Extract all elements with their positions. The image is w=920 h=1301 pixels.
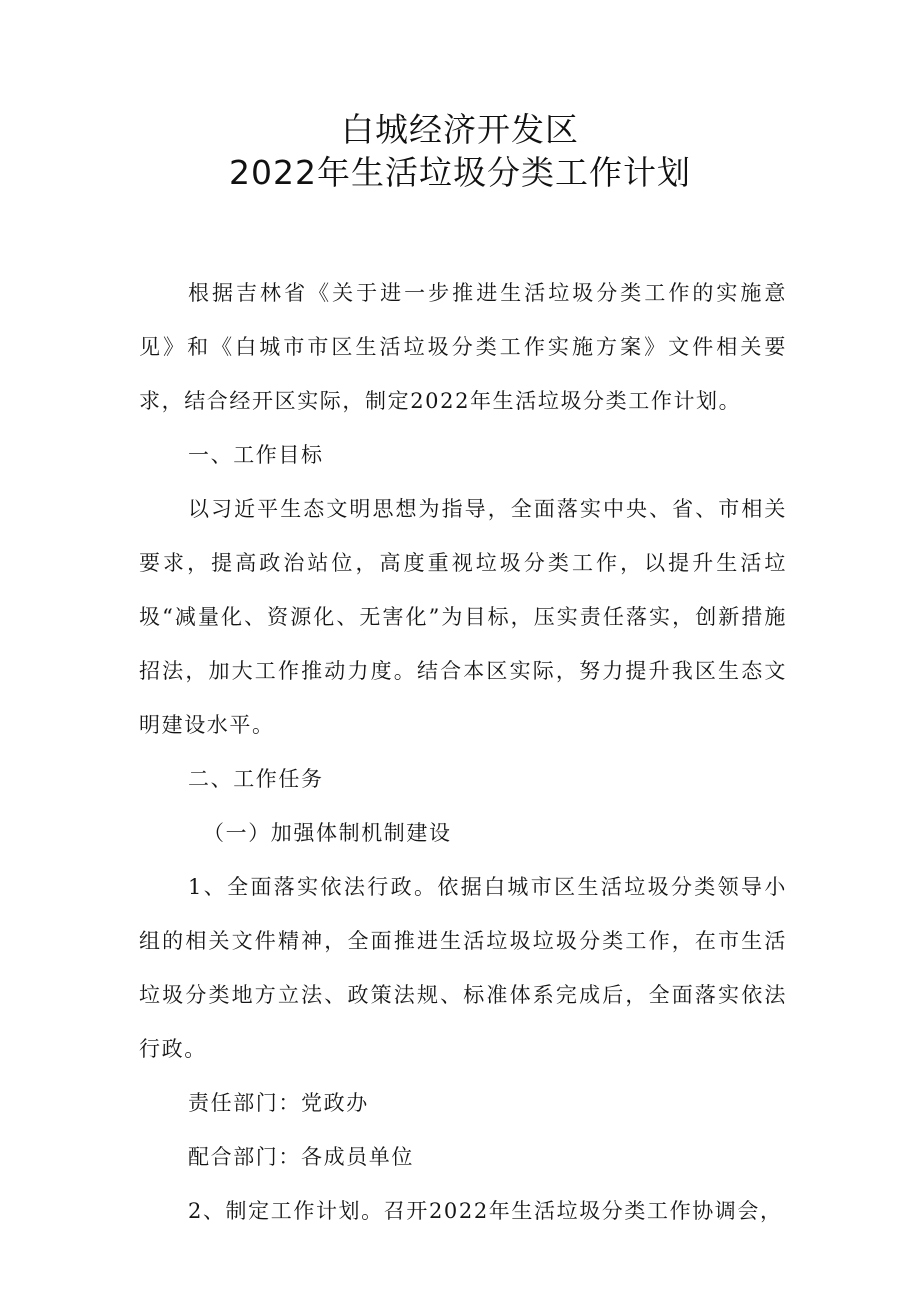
item-1-paragraph: 1、全面落实依法行政。依据白城市区生活垃圾分类领导小组的相关文件精神，全面推进生活垃圾垃圾分类工作，在市生活垃圾分类地方立法、政策法规、标准体系完成后，全面落实依法行政。 <box>139 875 787 1061</box>
item-1-responsible-department: 责任部门：党政办 <box>188 1091 369 1115</box>
section-1-heading: 一、工作目标 <box>188 443 324 467</box>
document-title-line-1: 白城经济开发区 <box>341 110 579 149</box>
item-2-paragraph: 2、制定工作计划。召开2022年生活垃圾分类工作协调会， <box>188 1199 783 1223</box>
intro-paragraph: 根据吉林省《关于进一步推进生活垃圾分类工作的实施意见》和《白城市市区生活垃圾分类工作实施方案》文件相关要求，结合经开区实际，制定2022年生活垃圾分类工作计划。 <box>139 281 787 413</box>
document-body <box>139 266 787 1238</box>
section-2-heading: 二、工作任务 <box>188 767 324 791</box>
document-title-line-2: 2022年生活垃圾分类工作计划 <box>229 153 691 192</box>
item-1-cooperating-department: 配合部门：各成员单位 <box>188 1145 414 1169</box>
section-1-paragraph: 以习近平生态文明思想为指导，全面落实中央、省、市相关要求，提高政治站位，高度重视垃圾分类工作，以提升生活垃圾“减量化、资源化、无害化”为目标，压实责任落实，创新措施招法，加大工作推动力度。结合本区实际，努力提升我区生态文明建设水平。 <box>139 497 787 737</box>
subsection-1-heading: （一）加强体制机制建设 <box>203 821 452 845</box>
